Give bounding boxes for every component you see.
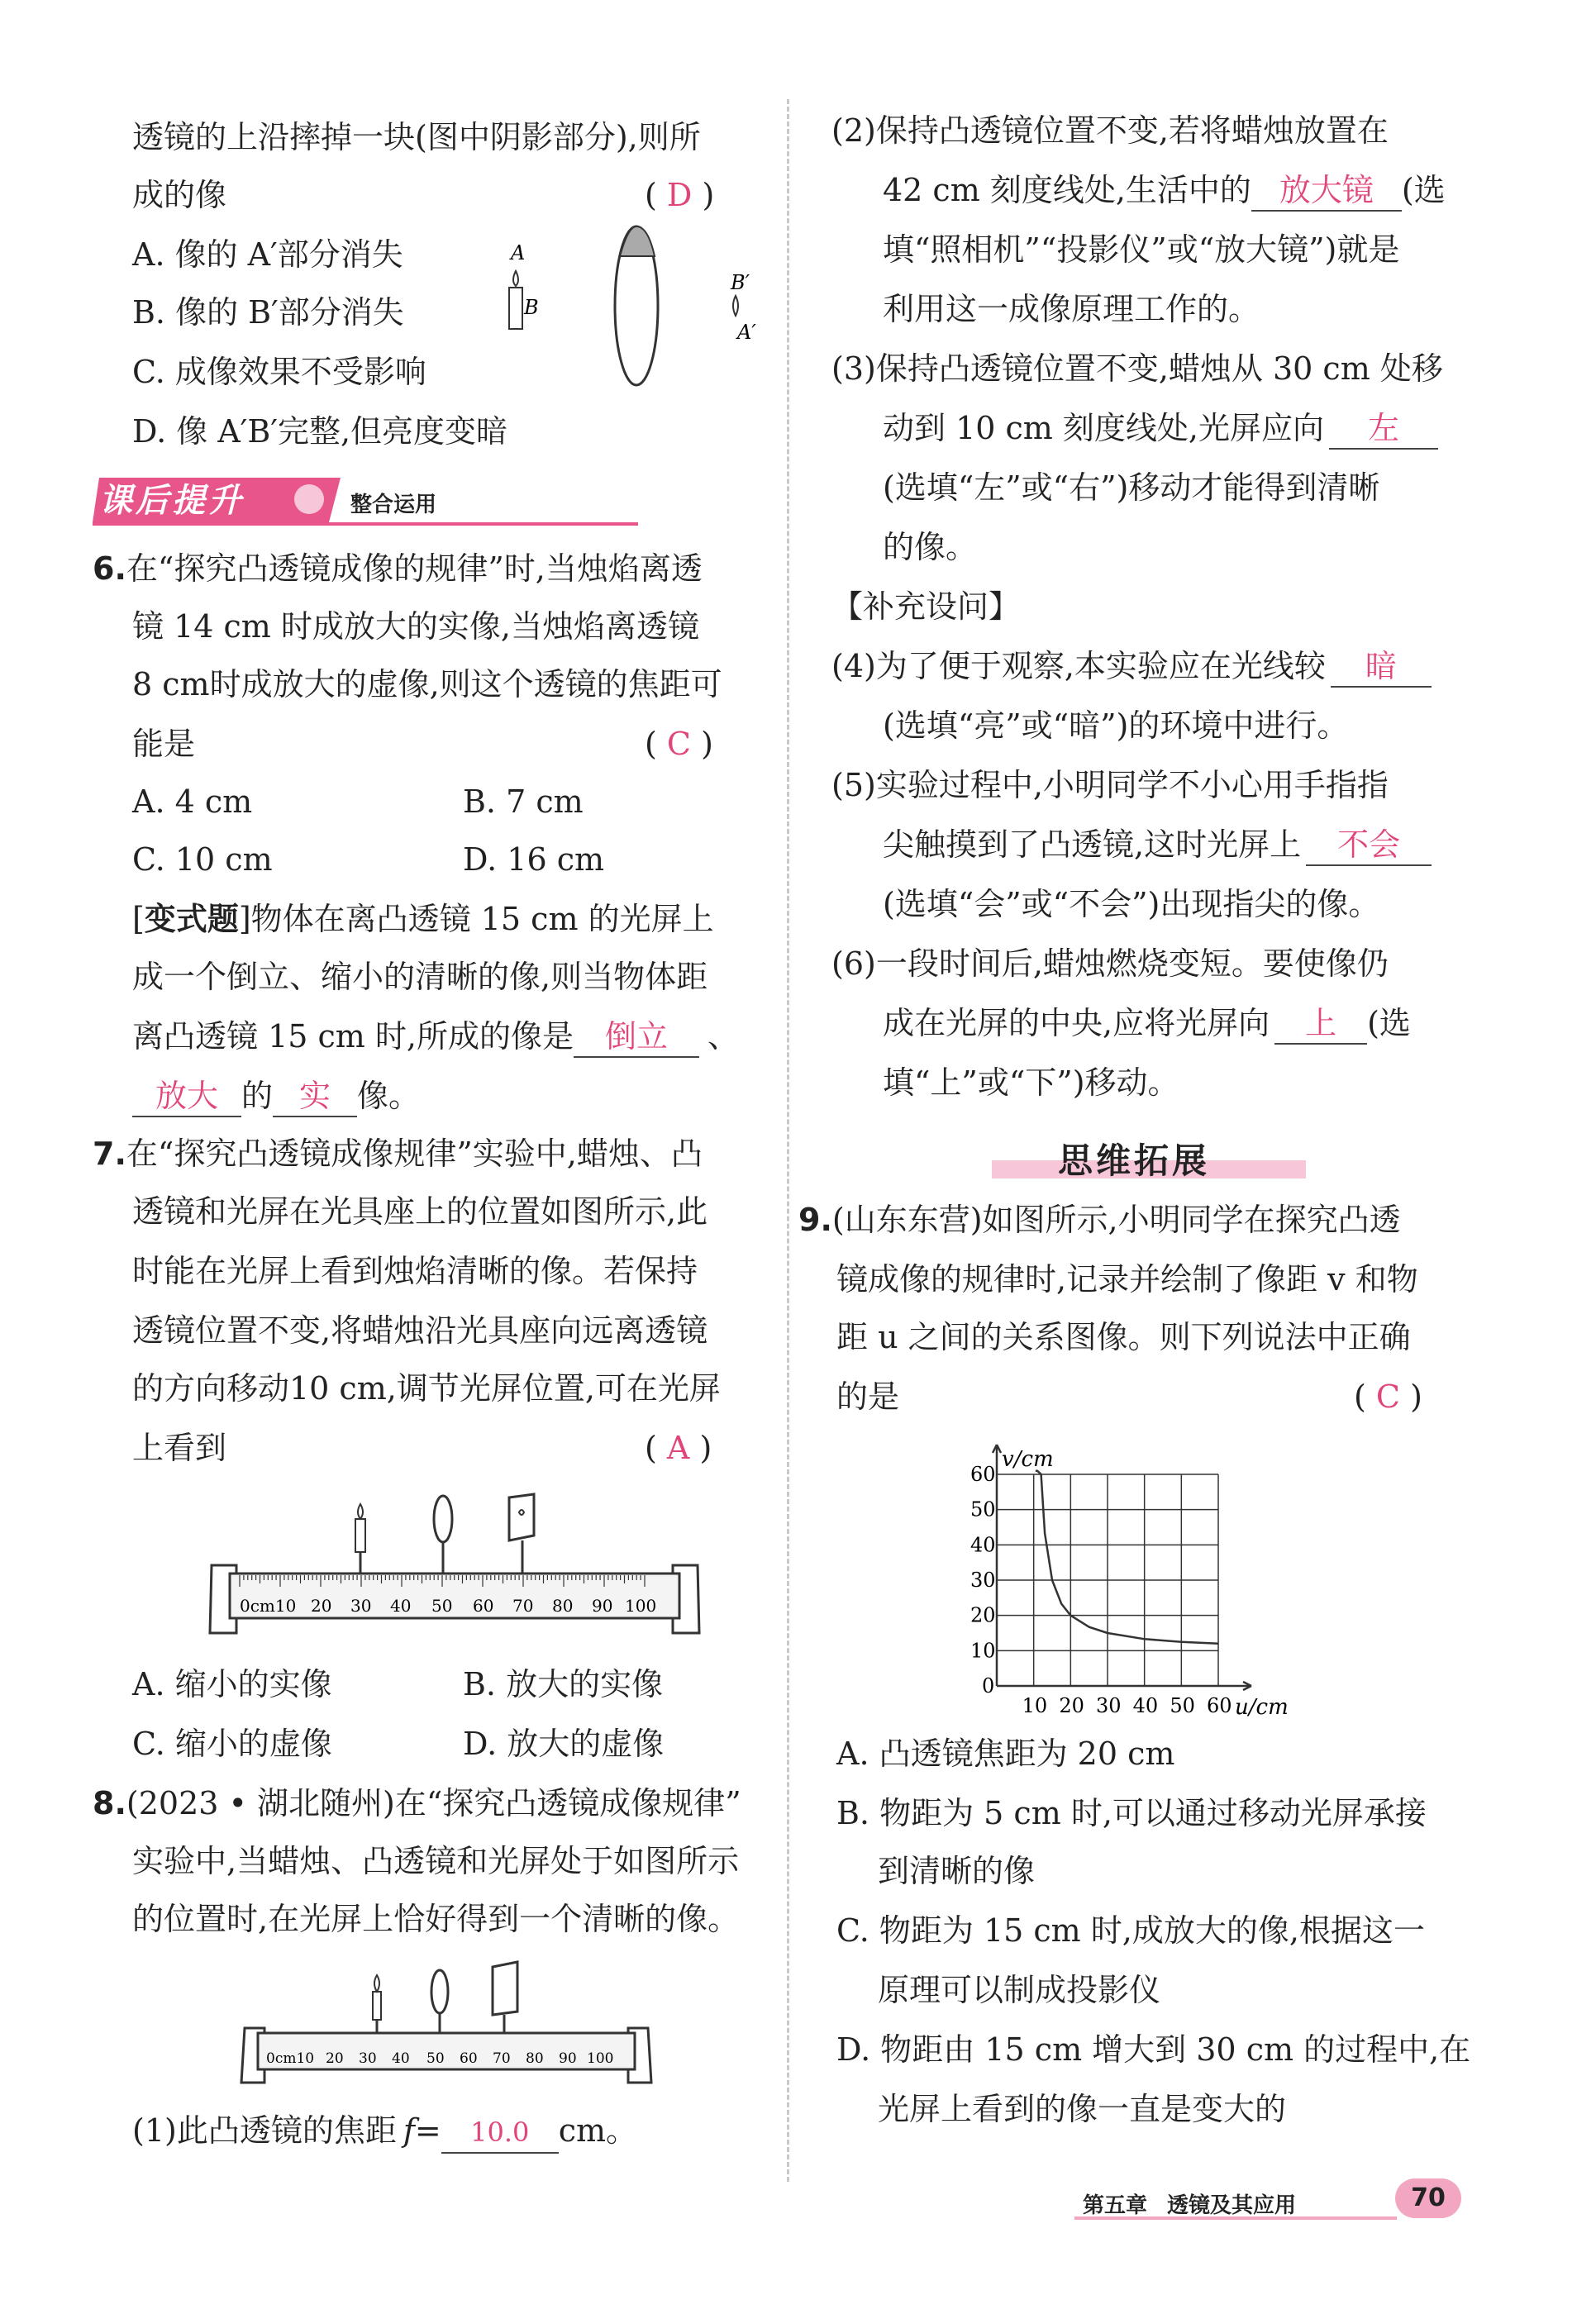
q5-stem-end: 成的像 <box>132 177 227 213</box>
q5-option-c: C. 成像效果不受影响 <box>132 354 426 390</box>
q8-p6-text-b: (选 <box>1367 1005 1411 1041</box>
q8-p2-line-2 <box>883 167 1446 213</box>
q8-p1-answer: 10.0 <box>441 2112 559 2154</box>
q8-p2-answer: 放大镜 <box>1251 170 1402 212</box>
q6-answer: C <box>666 726 691 762</box>
q6-line-3: 8 cm时成放大的虚像,则这个透镜的焦距可 <box>132 666 722 702</box>
x-tick-label: 30 <box>1096 1694 1122 1717</box>
tick-label-60: 60 <box>473 1596 494 1616</box>
q7-line-6 <box>132 1425 712 1471</box>
x-tick-label: 50 <box>1170 1694 1195 1717</box>
q9-text-1: (山东东营)如图所示,小明同学在探究凸透 <box>831 1202 1401 1238</box>
q8-p5-line-3: (选填“会”或“不会”)出现指尖的像。 <box>883 886 1380 922</box>
tick-label-100: 100 <box>587 2050 614 2067</box>
q8-p1-unit: cm。 <box>558 2112 638 2149</box>
variant-line-4 <box>132 1073 420 1119</box>
tick-label-70: 70 <box>512 1596 534 1616</box>
q8-p4-answer: 暗 <box>1331 646 1432 688</box>
variant-text-1: 物体在离凸透镜 15 cm 的光屏上 <box>250 901 714 937</box>
candle-flame-icon <box>358 1504 363 1519</box>
inverted-flame-icon <box>733 296 738 316</box>
variant-text-end: 像。 <box>357 1078 421 1114</box>
x-tick-label: 60 <box>1207 1694 1232 1717</box>
q8-p4-text: (4)为了便于观察,本实验应在光线较 <box>831 648 1326 684</box>
x-tick-label: 20 <box>1059 1694 1084 1717</box>
q7-option-a: A. 缩小的实像 <box>132 1666 332 1702</box>
q8-p6-line-3: 填“上”或“下”)移动。 <box>883 1064 1179 1101</box>
q5-text-line-1: 透镜的上沿摔掉一块(图中阴影部分),则所 <box>132 119 701 155</box>
q8-p3-text: 动到 10 cm 刻度线处,光屏应向 <box>883 410 1324 446</box>
variant-answer-1: 倒立 <box>574 1017 699 1058</box>
footer-chapter-title: 透镜及其应用 <box>1167 2193 1297 2218</box>
label-a-prime: A′ <box>737 321 756 344</box>
tick-label-0: 0cm10 <box>240 1596 297 1616</box>
q8-p6-line-2 <box>883 1000 1411 1046</box>
tick-label-30: 30 <box>350 1596 372 1616</box>
tick-label-20: 20 <box>311 1596 332 1616</box>
column-divider <box>787 99 789 2182</box>
q9-option-a: A. 凸透镜焦距为 20 cm <box>836 1736 1175 1772</box>
q6-line-1 <box>93 545 703 592</box>
q8-p5-text: 尖触摸到了凸透镜,这时光屏上 <box>883 826 1302 863</box>
q7-line-1 <box>93 1131 703 1177</box>
q8-p2-text-b: (选 <box>1401 172 1446 208</box>
tick-label-100: 100 <box>625 1596 657 1616</box>
q8-p3-answer: 左 <box>1329 408 1438 450</box>
q7-line-2: 透镜和光屏在光具座上的位置如图所示,此 <box>132 1193 708 1230</box>
y-tick-label: 40 <box>970 1533 996 1557</box>
q9-line-3: 距 u 之间的关系图像。则下列说法中正确 <box>836 1319 1411 1355</box>
q5-lens-figure <box>479 223 777 388</box>
y-tick-label: 10 <box>970 1639 996 1663</box>
q9-option-c-cont: 原理可以制成投影仪 <box>878 1972 1161 2008</box>
x-axis-label: u/cm <box>1235 1695 1289 1720</box>
label-a: A <box>511 241 526 264</box>
q9-option-d: D. 物距由 15 cm 增大到 30 cm 的过程中,在 <box>836 2031 1471 2068</box>
q7-option-b: B. 放大的实像 <box>463 1666 664 1702</box>
q7-optical-bench <box>207 1488 703 1653</box>
q9-answer-paren: ( C ) <box>1354 1378 1422 1415</box>
q6-answer-paren: ( C ) <box>645 726 713 762</box>
q9-option-d-cont: 光屏上看到的像一直是变大的 <box>878 2091 1287 2127</box>
y-tick-label: 50 <box>970 1497 996 1521</box>
label-b: B <box>524 296 539 319</box>
candle-body <box>509 288 522 329</box>
tick-label-40: 40 <box>390 1596 412 1616</box>
tick-label-80: 80 <box>526 2050 544 2067</box>
tick-label-30: 30 <box>359 2050 377 2067</box>
q5-option-a: A. 像的 A′部分消失 <box>132 236 403 273</box>
q8-optical-bench <box>240 1959 653 2091</box>
q8-p1-text: (1)此凸透镜的焦距 <box>132 2112 397 2149</box>
q8-line-3: 的位置时,在光屏上恰好得到一个清晰的像。 <box>132 1901 740 1937</box>
q7-number: 7. <box>93 1136 126 1172</box>
q8-p3-line-1: (3)保持凸透镜位置不变,蜡烛从 30 cm 处移 <box>831 350 1443 387</box>
q5-text-line-2 <box>132 172 715 218</box>
label-b-prime: B′ <box>731 271 750 294</box>
tick-label-80: 80 <box>552 1596 574 1616</box>
tick-label-90: 90 <box>592 1596 613 1616</box>
section-title-banner: 课后提升 <box>99 482 245 520</box>
q5-answer: D <box>666 177 693 213</box>
tick-label-60: 60 <box>460 2050 478 2067</box>
q5-option-d: D. 像 A′B′完整,但亮度变暗 <box>132 413 508 450</box>
q6-option-a: A. 4 cm <box>132 783 253 820</box>
q9-line-2: 镜成像的规律时,记录并绘制了像距 v 和物 <box>836 1261 1418 1297</box>
q8-number: 8. <box>93 1785 126 1821</box>
q9-number: 9. <box>798 1202 832 1238</box>
q8-p6-line-1: (6)一段时间后,蜡烛燃烧变短。要使像仍 <box>831 945 1389 982</box>
q8-p6-text: 成在光屏的中央,应将光屏向 <box>883 1005 1270 1041</box>
chart-grid <box>997 1474 1218 1686</box>
candle <box>373 1992 381 2020</box>
q6-option-c: C. 10 cm <box>132 841 273 878</box>
candle-flame-icon <box>374 1975 379 1992</box>
q8-p3-line-2 <box>883 405 1438 451</box>
lens-broken-part <box>620 226 655 256</box>
y-tick-label: 20 <box>970 1603 996 1627</box>
chart-axes <box>993 1445 1251 1690</box>
q8-p2-line-3: 填“照相机”“投影仪”或“放大镜”)就是 <box>883 231 1400 268</box>
q9-option-b: B. 物距为 5 cm 时,可以通过移动光屏承接 <box>836 1795 1427 1831</box>
q8-p4-line-2: (选填“亮”或“暗”)的环境中进行。 <box>883 707 1349 744</box>
convex-lens <box>431 1970 448 2013</box>
y-tick-labels <box>970 1463 996 1697</box>
q8-text-1: (2023 • 湖北随州)在“探究凸透镜成像规律” <box>126 1785 741 1821</box>
q7-answer-paren: ( A ) <box>645 1430 712 1466</box>
q6-number: 6. <box>93 550 126 587</box>
q7-line-5: 的方向移动10 cm,调节光屏位置,可在光屏 <box>132 1370 721 1407</box>
y-axis-label: v/cm <box>1002 1447 1054 1472</box>
q8-part1 <box>132 2107 637 2154</box>
q6-line-2: 镜 14 cm 时成放大的实像,当烛焰离透镜 <box>132 608 699 645</box>
variant-line-3 <box>132 1013 739 1059</box>
q6-option-b: B. 7 cm <box>463 783 584 820</box>
supplementary-heading: 【补充设问】 <box>831 588 1021 625</box>
tick-label-50: 50 <box>426 2050 445 2067</box>
q9-line-1 <box>798 1197 1401 1243</box>
variant-text-3: 离凸透镜 15 cm 时,所成的像是 <box>132 1018 574 1055</box>
q9-line-4 <box>836 1374 1422 1420</box>
tick-label-0: 0cm10 <box>266 2050 315 2067</box>
y-tick-label: 60 <box>970 1463 996 1486</box>
q8-p3-line-4: 的像。 <box>883 529 978 565</box>
variant-line-1: [变式题]物体在离凸透镜 15 cm 的光屏上 <box>132 901 714 937</box>
y-tick-label: 0 <box>982 1674 995 1697</box>
x-tick-labels <box>1022 1694 1232 1717</box>
x-tick-label: 10 <box>1022 1694 1048 1717</box>
section2-title: 思维拓展 <box>1058 1140 1211 1181</box>
candle-flame-icon <box>513 271 518 286</box>
q9-option-c: C. 物距为 15 cm 时,成放大的像,根据这一 <box>836 1912 1425 1949</box>
q6-text-1: 在“探究凸透镜成像的规律”时,当烛焰离透 <box>126 550 703 587</box>
tick-label-90: 90 <box>559 2050 577 2067</box>
section-subtitle: 整合运用 <box>350 493 437 517</box>
variant-tag: 变式题 <box>144 901 239 937</box>
screen-image-icon <box>519 1510 524 1515</box>
q6-text-4: 能是 <box>132 726 196 762</box>
footer-chapter-num: 第五章 <box>1083 2193 1148 2218</box>
variant-line-2: 成一个倒立、缩小的清晰的像,则当物体距 <box>132 959 708 995</box>
axis-lines <box>993 1445 1251 1690</box>
q8-p5-line-1: (5)实验过程中,小明同学不小心用手指指 <box>831 767 1389 803</box>
q7-answer: A <box>666 1430 690 1466</box>
variant-sep: 、 <box>707 1018 740 1055</box>
candle <box>355 1519 365 1552</box>
variant-text-mid: 的 <box>241 1078 274 1114</box>
q8-p5-line-2 <box>883 821 1432 868</box>
variant-answer-2: 放大 <box>132 1076 241 1117</box>
q6-line-4 <box>132 721 713 767</box>
q7-text-1: 在“探究凸透镜成像规律”实验中,蜡烛、凸 <box>126 1136 703 1172</box>
q8-line-1 <box>93 1780 741 1826</box>
q7-option-c: C. 缩小的虚像 <box>132 1726 332 1762</box>
q8-p1-var: f= <box>403 2112 441 2149</box>
tick-label-50: 50 <box>431 1596 453 1616</box>
variant-answer-3: 实 <box>273 1076 357 1117</box>
q5-answer-paren: ( D ) <box>645 177 715 213</box>
tick-label-70: 70 <box>493 2050 511 2067</box>
tick-label-40: 40 <box>392 2050 410 2067</box>
q9-chart <box>959 1438 1322 1736</box>
q7-text-6: 上看到 <box>132 1430 227 1466</box>
y-tick-label: 30 <box>970 1569 996 1592</box>
q8-p2-line-4: 利用这一成像原理工作的。 <box>883 291 1260 327</box>
q9-text-4: 的是 <box>836 1378 900 1415</box>
q8-p2-line-1: (2)保持凸透镜位置不变,若将蜡烛放置在 <box>831 112 1389 149</box>
q7-line-4: 透镜位置不变,将蜡烛沿光具座向远离透镜 <box>132 1312 708 1349</box>
chart-series-line <box>1036 1471 1218 1644</box>
x-tick-label: 40 <box>1132 1694 1159 1717</box>
tick-label-20: 20 <box>326 2050 344 2067</box>
bench-rail <box>258 2033 635 2069</box>
q8-p2-text: 42 cm 刻度线处,生活中的 <box>883 172 1251 208</box>
q5-option-b: B. 像的 B′部分消失 <box>132 294 404 331</box>
q7-option-d: D. 放大的虚像 <box>463 1726 665 1762</box>
q8-p6-answer: 上 <box>1274 1003 1367 1045</box>
convex-lens <box>434 1496 452 1542</box>
q6-option-d: D. 16 cm <box>463 841 605 878</box>
q7-line-3: 时能在光屏上看到烛焰清晰的像。若保持 <box>132 1253 698 1289</box>
q9-answer: C <box>1375 1378 1400 1415</box>
q8-p4-line-1 <box>831 643 1432 689</box>
q8-line-2: 实验中,当蜡烛、凸透镜和光屏处于如图所示 <box>132 1843 740 1879</box>
q9-option-b-cont: 到清晰的像 <box>878 1853 1036 1889</box>
light-screen <box>509 1494 534 1540</box>
page-number: 70 <box>1395 2178 1461 2218</box>
q8-p5-answer: 不会 <box>1306 825 1432 866</box>
q8-p3-line-3: (选填“左”或“右”)移动才能得到清晰 <box>883 469 1380 506</box>
light-screen <box>493 1962 517 2015</box>
footer-chapter <box>1083 2188 1296 2219</box>
